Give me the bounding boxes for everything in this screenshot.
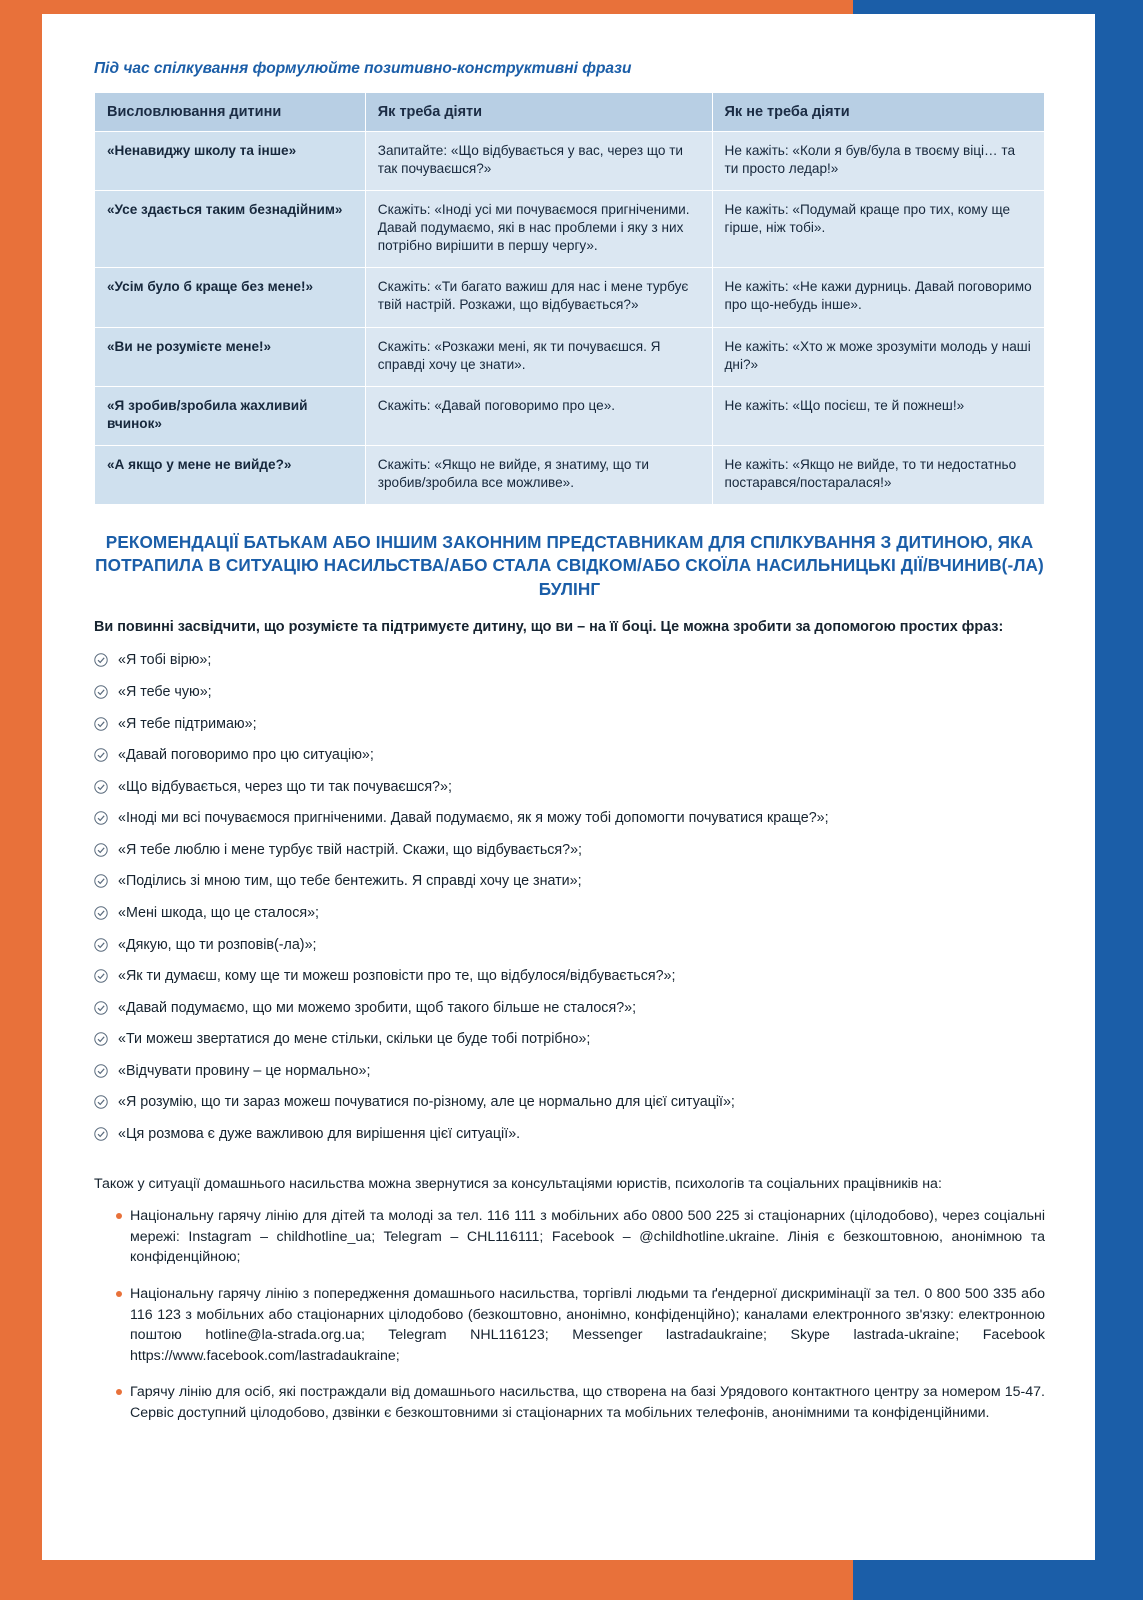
- check-circle-icon: [94, 811, 108, 825]
- check-circle-icon: [94, 1064, 108, 1078]
- list-item: [94, 1062, 1045, 1081]
- list-item-label: «Дякую, що ти розповів(-ла)»;: [118, 936, 317, 953]
- contact-item-text: Національну гарячу лінію з попередження домашнього насильства, торгівлі людьми та ґендерної дискримінації за тел. 0 800 500 335 або 116 123 з мобільних або стаціонарних цілодобово (безкоштовно, анонімно, конфіденційно); каналами електронного зв'язку: електронною поштою hotline@la-strada.org.ua; Telegram NHL116123; Messenger lastradaukraine; Skype lastrada-ukraine; Facebook https://www.facebook.com/lastradaukraine;: [130, 1285, 1045, 1364]
- cell-child: «Усе здається таким безнадійним»: [95, 191, 366, 268]
- list-item: [94, 1030, 1045, 1049]
- list-item-label: «Відчувати провину – це нормально»;: [118, 1062, 371, 1079]
- check-circle-icon: [94, 685, 108, 699]
- list-item: [94, 841, 1045, 860]
- check-circle-icon: [94, 874, 108, 888]
- table-header-row: [95, 93, 1045, 132]
- cell-dont: Не кажіть: «Не кажи дурниць. Давай поговоримо про що-небудь інше».: [712, 268, 1045, 327]
- list-item: [94, 1093, 1045, 1112]
- list-item: [94, 872, 1045, 891]
- check-circle-icon: [94, 780, 108, 794]
- cell-do: Скажіть: «Ти багато важиш для нас і мене турбує твій настрій. Розкажи, що відбувається?»: [365, 268, 712, 327]
- list-item: [94, 1125, 1045, 1144]
- cell-child: «Я зробив/зробила жахливий вчинок»: [95, 386, 366, 445]
- cell-child: «Ви не розумієте мене!»: [95, 327, 366, 386]
- cell-child: «Ненавиджу школу та інше»: [95, 132, 366, 191]
- table-row: [95, 191, 1045, 268]
- contact-item-text: Національну гарячу лінію для дітей та молоді за тел. 116 111 з мобільних або 0800 500 225 зі стаціонарних (цілодобово), через соціальні мережі: Instagram – childhotline_ua; Telegram – CHL116111; Facebook – @childhotline.ukraine. Лінія є безкоштовною, анонімною та конфіденційною;: [130, 1208, 1045, 1266]
- table-header-do: Як треба діяти: [365, 93, 712, 132]
- decorative-bar-blue-right: [1095, 14, 1143, 1600]
- bullet-dot-icon: [116, 1291, 122, 1297]
- list-item-label: «Як ти думаєш, кому ще ти можеш розповісти про те, що відбулося/відбувається?»;: [118, 968, 676, 985]
- cell-do: Запитайте: «Що відбувається у вас, через що ти так почуваєшся?»: [365, 132, 712, 191]
- table-row: [95, 386, 1045, 445]
- list-item-label: «Іноді ми всі почуваємося пригніченими. Давай подумаємо, як я можу тобі допомогти почуватися краще?»;: [118, 810, 829, 827]
- list-item-label: «Я тебе люблю і мене турбує твій настрій. Скажи, що відбувається?»;: [118, 841, 583, 858]
- cell-do: Скажіть: «Давай поговоримо про це».: [365, 386, 712, 445]
- check-circle-icon: [94, 843, 108, 857]
- list-item: [94, 999, 1045, 1018]
- list-item-label: «Поділись зі мною тим, що тебе бентежить. Я справді хочу це знати»;: [118, 873, 582, 890]
- list-item-label: «Давай поговоримо про цю ситуацію»;: [118, 747, 374, 764]
- check-circle-icon: [94, 653, 108, 667]
- list-item: [94, 904, 1045, 923]
- table-row: [95, 268, 1045, 327]
- check-circle-icon: [94, 717, 108, 731]
- decorative-bar-orange-bottom: [0, 1560, 853, 1600]
- list-item: [94, 809, 1045, 828]
- bullet-dot-icon: [116, 1389, 122, 1395]
- check-circle-icon: [94, 906, 108, 920]
- phrase-checklist: [94, 651, 1045, 1143]
- table-header-child: Висловлювання дитини: [95, 93, 366, 132]
- cell-do: Скажіть: «Іноді усі ми почуваємося пригніченими. Давай подумаємо, які в нас проблеми і яку з них потрібно вирішити в першу чергу».: [365, 191, 712, 268]
- list-item-label: «Ти можеш звертатися до мене стільки, скільки це буде тобі потрібно»;: [118, 1031, 591, 1048]
- list-item-label: «Що відбувається, через що ти так почуваєшся?»;: [118, 778, 452, 795]
- phrases-table: [94, 92, 1045, 505]
- cell-dont: Не кажіть: «Коли я був/була в твоєму віці… та ти просто ледар!»: [712, 132, 1045, 191]
- table-row: [95, 327, 1045, 386]
- table-header-dont: Як не треба діяти: [712, 93, 1045, 132]
- table-row: [95, 445, 1045, 504]
- list-item: [94, 651, 1045, 670]
- check-circle-icon: [94, 1001, 108, 1015]
- cell-dont: Не кажіть: «Подумай краще про тих, кому ще гірше, ніж тобі».: [712, 191, 1045, 268]
- decorative-bar-orange-left: [0, 0, 42, 1560]
- cell-dont: Не кажіть: «Що посієш, те й пожнеш!»: [712, 386, 1045, 445]
- check-circle-icon: [94, 969, 108, 983]
- document-content: [42, 14, 1095, 1560]
- list-item-label: «Я тебе підтримаю»;: [118, 715, 257, 732]
- decorative-bar-blue-top: [853, 0, 1143, 14]
- cell-dont: Не кажіть: «Хто ж може зрозуміти молодь у наші дні?»: [712, 327, 1045, 386]
- list-item: [94, 746, 1045, 765]
- check-circle-icon: [94, 1032, 108, 1046]
- table-row: [95, 132, 1045, 191]
- contact-item-text: Гарячу лінію для осіб, які постраждали від домашнього насильства, що створена на базі Урядового контактного центру за номером 15-47. Сервіс доступний цілодобово, дзвінки є безкоштовними зі стаціонарних та мобільних телефонів, анонімними та конфіденційними.: [130, 1384, 1045, 1421]
- section-intro: Ви повинні засвідчити, що розумієте та підтримуєте дитину, що ви – на її боці. Це можна зробити за допомогою простих фраз:: [94, 619, 1004, 636]
- list-item: [94, 683, 1045, 702]
- cell-do: Скажіть: «Розкажи мені, як ти почуваєшся. Я справді хочу це знати».: [365, 327, 712, 386]
- check-circle-icon: [94, 938, 108, 952]
- list-item: [94, 778, 1045, 797]
- bullet-dot-icon: [116, 1213, 122, 1219]
- list-item-label: «Я тобі вірю»;: [118, 652, 212, 669]
- contact-item: [116, 1284, 1045, 1366]
- section-title: РЕКОМЕНДАЦІЇ БАТЬКАМ АБО ІНШИМ ЗАКОННИМ ПРЕДСТАВНИКАМ ДЛЯ СПІЛКУВАННЯ З ДИТИНОЮ, ЯКА ПОТРАПИЛА В СИТУАЦІЮ НАСИЛЬСТВА/АБО СТАЛА СВІДКОМ/АБО СКОЇЛА НАСИЛЬНИЦЬКІ ДІЇ/ВЧИНИВ(-ЛА) БУЛІНГ: [95, 532, 1044, 599]
- list-item-label: «Давай подумаємо, що ми можемо зробити, щоб такого більше не сталося?»;: [118, 999, 637, 1016]
- list-item: [94, 715, 1045, 734]
- list-item-label: «Мені шкода, що це сталося»;: [118, 904, 320, 921]
- cell-dont: Не кажіть: «Якщо не вийде, то ти недостатньо постарався/постаралася!»: [712, 445, 1045, 504]
- contact-item: [116, 1382, 1045, 1423]
- check-circle-icon: [94, 748, 108, 762]
- list-item-label: «Я розумію, що ти зараз можеш почуватися по-різному, але це нормально для цієї ситуації»;: [118, 1094, 735, 1111]
- list-item: [94, 936, 1045, 955]
- contacts-list: [94, 1206, 1045, 1423]
- check-circle-icon: [94, 1095, 108, 1109]
- cell-child: «А якщо у мене не вийде?»: [95, 445, 366, 504]
- check-circle-icon: [94, 1127, 108, 1141]
- list-item: [94, 967, 1045, 986]
- list-item-label: «Я тебе чую»;: [118, 683, 212, 700]
- list-item-label: «Ця розмова є дуже важливою для вирішення цієї ситуації».: [118, 1126, 521, 1143]
- decorative-bar-orange-top: [0, 0, 853, 14]
- cell-do: Скажіть: «Якщо не вийде, я знатиму, що ти зробив/зробила все можливе».: [365, 445, 712, 504]
- cell-child: «Усім було б краще без мене!»: [95, 268, 366, 327]
- contact-item: [116, 1206, 1045, 1268]
- lead-italic-note: Під час спілкування формулюйте позитивно-конструктивні фрази: [94, 60, 632, 77]
- additional-help-intro: Також у ситуації домашнього насильства можна звернутися за консультаціями юристів, психологів та соціальних працівників на:: [94, 1175, 942, 1192]
